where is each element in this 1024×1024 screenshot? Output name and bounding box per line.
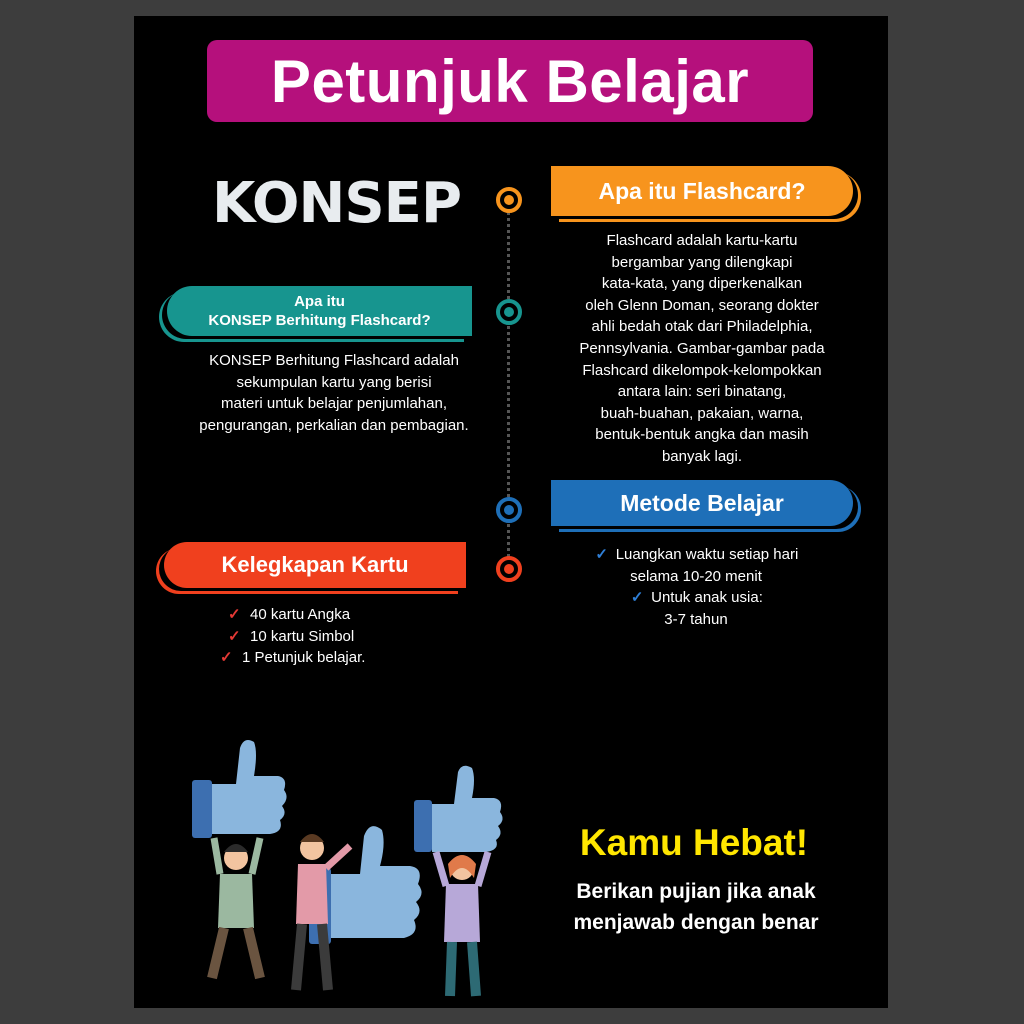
text-line: ahli bedah otak dari Philadelphia, (591, 318, 813, 336)
check-icon: ✓ (228, 627, 241, 645)
kelengkapan-item: 10 kartu Simbol (250, 627, 355, 645)
check-icon: ✓ (595, 546, 608, 563)
thumbs-up-illustration (174, 728, 514, 1008)
konsep-heading (167, 286, 472, 336)
timeline-dot-red (496, 556, 522, 582)
timeline-dot-teal (496, 299, 522, 325)
brand-logo: KONSEP (212, 171, 461, 236)
kelengkapan-heading: Kelegkapan Kartu (164, 542, 466, 588)
text-line: KONSEP Berhitung Flashcard adalah (209, 352, 459, 369)
text-line: oleh Glenn Doman, seorang dokter (585, 296, 819, 314)
text-line: Pennsylvania. Gambar-gambar pada (579, 339, 825, 357)
flashcard-heading: Apa itu Flashcard? (551, 166, 853, 216)
metode-list (566, 544, 826, 630)
kelengkapan-item: 1 Petunjuk belajar. (242, 649, 366, 666)
metode-item-line2: 3-7 tahun (664, 610, 728, 628)
timeline-line (507, 201, 510, 581)
list-item (228, 604, 428, 626)
page-title: Petunjuk Belajar (207, 40, 813, 122)
thumbs-up-icon (192, 740, 287, 838)
text-line: sekumpulan kartu yang berisi (236, 373, 432, 391)
timeline-dot-orange (496, 187, 522, 213)
list-item (220, 647, 428, 669)
text-line: banyak lagi. (661, 447, 743, 465)
check-icon: ✓ (228, 606, 241, 623)
text-line: materi untuk belajar penjumlahan, (221, 395, 447, 413)
hebat-line1: Berikan pujian jika anak (576, 880, 816, 903)
check-icon: ✓ (630, 589, 644, 606)
kelengkapan-item: 40 kartu Angka (250, 606, 351, 623)
text-line: kata-kata, yang diperkenalkan (601, 275, 803, 293)
text-line: bentuk-bentuk angka dan masih (595, 426, 809, 444)
konsep-heading-line1: Apa itu (294, 293, 345, 310)
text-line: antara lain: seri binatang, (617, 383, 787, 401)
metode-item-line2: selama 10-20 menit (630, 567, 762, 585)
timeline-dot-blue (496, 497, 522, 523)
poster (134, 16, 888, 1008)
metode-item-line1: Luangkan waktu setiap hari (615, 546, 799, 563)
metode-item-line1: Untuk anak usia: (651, 589, 763, 606)
hebat-text (526, 876, 866, 938)
flashcard-description (532, 230, 872, 468)
person-figure (436, 852, 488, 996)
metode-heading: Metode Belajar (551, 480, 853, 526)
konsep-description (164, 350, 504, 436)
text-line: Flashcard dikelompok-kelompokkan (582, 361, 822, 379)
hebat-line2: menjawab dengan benar (573, 911, 819, 934)
hebat-title: Kamu Hebat! (579, 822, 809, 863)
list-item (566, 587, 826, 630)
list-item (566, 544, 826, 587)
text-line: Flashcard adalah kartu-kartu (606, 232, 798, 249)
text-line: buah-buahan, pakaian, warna, (600, 404, 804, 422)
check-icon: ✓ (220, 649, 233, 666)
person-figure (212, 838, 260, 978)
kelengkapan-list (220, 604, 428, 669)
text-line: pengurangan, perkalian dan pembagian. (199, 416, 469, 434)
list-item (228, 626, 428, 648)
text-line: bergambar yang dilengkapi (611, 253, 793, 271)
konsep-heading-line2: KONSEP Berhitung Flashcard? (208, 312, 431, 329)
thumbs-up-icon (414, 766, 503, 852)
